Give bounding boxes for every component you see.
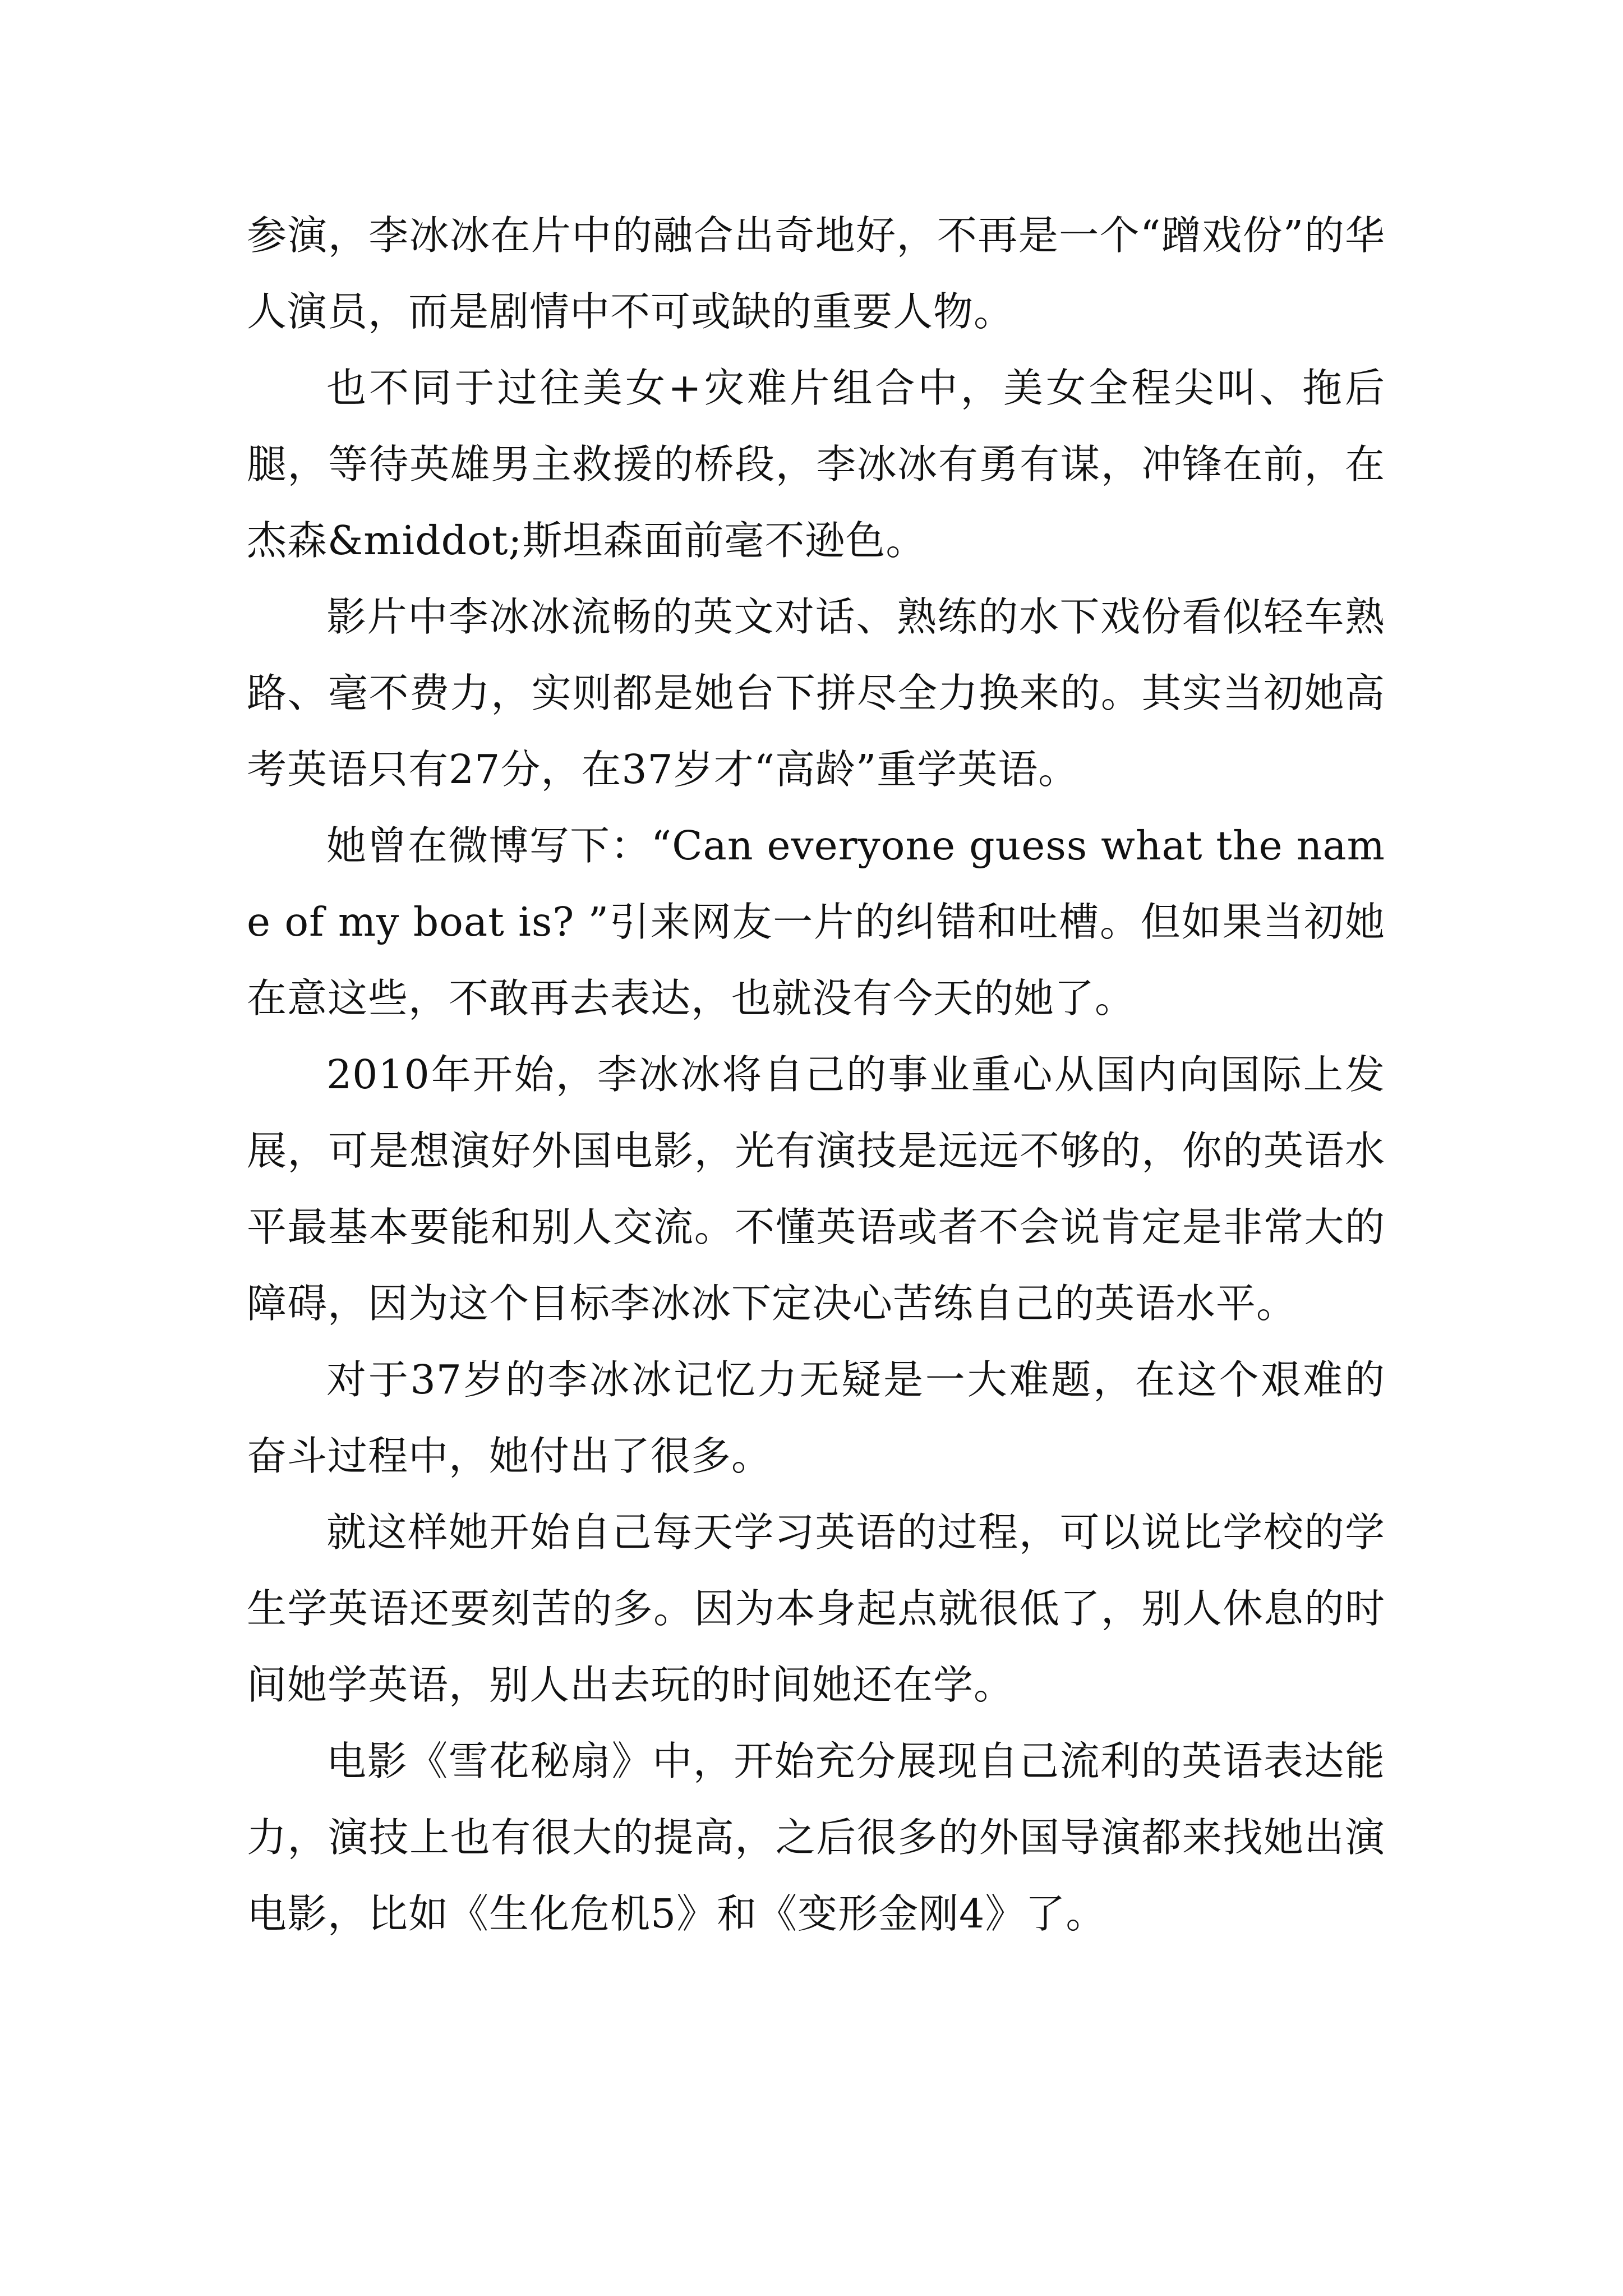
paragraph-4: 她曾在微博写下：“Can everyone guess what the name of my boat is? ”引来网友一片的纠错和吐槽。但如果当初她在意这些，不敢再去表达，也就没有今天的她了。 bbox=[247, 822, 1385, 1022]
paragraph-6: 对于37岁的李冰冰记忆力无疑是一大难题，在这个艰难的奋斗过程中，她付出了很多。 bbox=[247, 1356, 1385, 1479]
paragraph-1: 参演，李冰冰在片中的融合出奇地好，不再是一个“蹭戏份”的华人演员，而是剧情中不可或缺的重要人物。 bbox=[247, 212, 1385, 335]
paragraph-8: 电影《雪花秘扇》中，开始充分展现自己流利的英语表达能力，演技上也有很大的提高，之后很多的外国导演都来找她出演电影，比如《生化危机5》和《变形金刚4》了。 bbox=[247, 1738, 1385, 1937]
paragraph-3: 影片中李冰冰流畅的英文对话、熟练的水下戏份看似轻车熟路、毫不费力，实则都是她台下拼尽全力换来的。其实当初她高考英语只有27分，在37岁才“高龄”重学英语。 bbox=[247, 593, 1385, 793]
paragraph-7: 就这样她开始自己每天学习英语的过程，可以说比学校的学生学英语还要刻苦的多。因为本身起点就很低了，别人休息的时间她学英语，别人出去玩的时间她还在学。 bbox=[247, 1509, 1385, 1708]
paragraph-2: 也不同于过往美女+灾难片组合中，美女全程尖叫、拖后腿，等待英雄男主救援的桥段，李冰冰有勇有谋，冲锋在前，在杰森&middot;斯坦森面前毫不逊色。 bbox=[247, 365, 1385, 564]
document-body bbox=[247, 197, 1385, 1952]
paragraph-5: 2010年开始，李冰冰将自己的事业重心从国内向国际上发展，可是想演好外国电影，光有演技是远远不够的，你的英语水平最基本要能和别人交流。不懂英语或者不会说肯定是非常大的障碍，因为这个目标李冰冰下定决心苦练自己的英语水平。 bbox=[247, 1051, 1385, 1327]
